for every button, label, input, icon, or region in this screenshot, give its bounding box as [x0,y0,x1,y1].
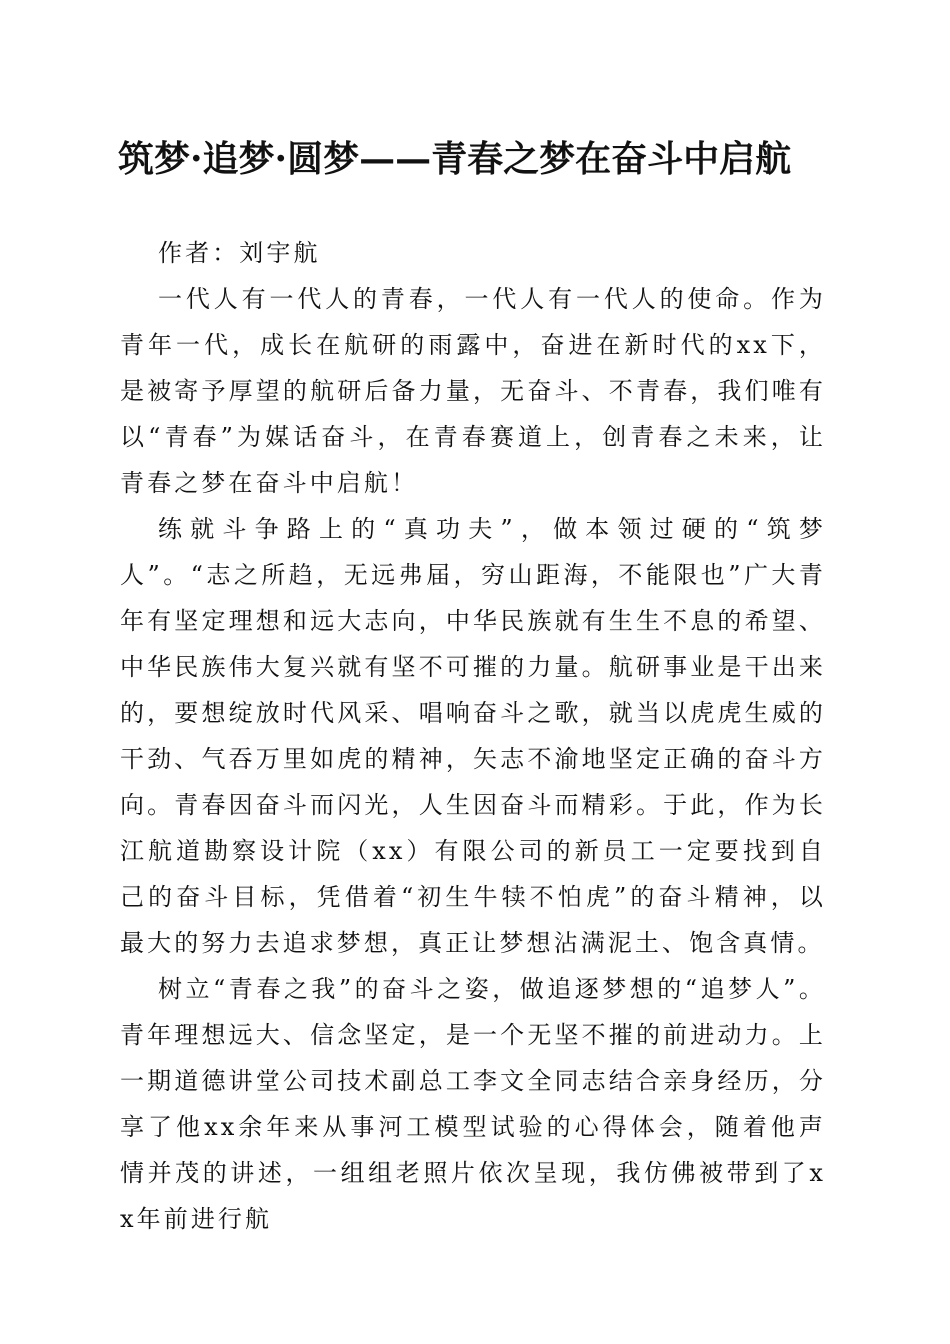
paragraph-1: 一代人有一代人的青春，一代人有一代人的使命。作为青年一代，成长在航研的雨露中，奋进在新时代的xx下，是被寄予厚望的航研后备力量，无奋斗、不青春，我们唯有以“青春”为媒话奋斗，在青春赛道上，创青春之未来，让青春之梦在奋斗中启航！ [120,285,826,497]
author-line: 作者：刘宇航 [158,239,321,267]
document-title: 筑梦·追梦·圆梦——青春之梦在奋斗中启航 [118,138,792,180]
paragraph-3: 树立“青春之我”的奋斗之姿，做追逐梦想的“追梦人”。青年理想远大、信念坚定，是一个无坚不摧的前进动力。上一期道德讲堂公司技术副总工李文全同志结合亲身经历，分享了他xx余年来从事河工模型试验的心得体会，随着他声情并茂的讲述，一组组老照片依次呈现，我仿佛被带到了xx年前进行航 [120,975,826,1233]
document-body [120,230,826,1242]
paragraph-2: 练就斗争路上的“真功夫”，做本领过硬的“筑梦人”。“志之所趋，无远弗届，穷山距海，不能限也”广大青年有坚定理想和远大志向，中华民族就有生生不息的希望、中华民族伟大复兴就有坚不可摧的力量。航研事业是干出来的，要想绽放时代风采、唱响奋斗之歌，就当以虎虎生威的干劲、气吞万里如虎的精神，矢志不渝地坚定正确的奋斗方向。青春因奋斗而闪光，人生因奋斗而精彩。于此，作为长江航道勘察设计院（xx）有限公司的新员工一定要找到自己的奋斗目标，凭借着“初生牛犊不怕虎”的奋斗精神，以最大的努力去追求梦想，真正让梦想沾满泥土、饱含真情。 [120,515,826,957]
